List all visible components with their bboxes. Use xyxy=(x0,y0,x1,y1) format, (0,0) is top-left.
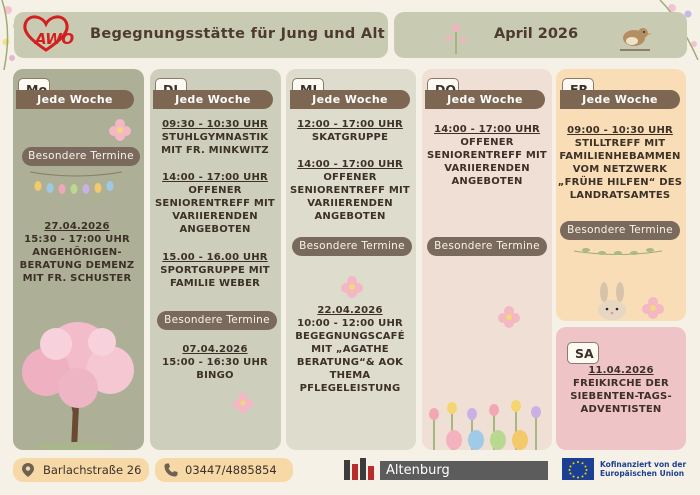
address-text: Barlachstraße 26 xyxy=(43,463,142,477)
special-dates-banner-tuesday: Besondere Termine xyxy=(157,311,277,330)
eu-cofinanced-text: Kofinanziert von der Europäischen Union xyxy=(600,460,687,478)
location-pin-icon xyxy=(22,463,34,477)
page-title: Begegnungsstätte für Jung und Alt xyxy=(90,26,385,42)
special-dates-banner-wednesday: Besondere Termine xyxy=(292,237,412,256)
special-dates-banner-monday: Besondere Termine xyxy=(22,147,140,166)
event-wednesday-2: 14:00 - 17:00 UHR OFFENER SENIORENTREFF MIT VARIIERENDEN ANGEBOTEN xyxy=(290,159,410,222)
event-tuesday-2: 14:00 - 17:00 UHR OFFENER SENIORENTREFF MIT VARIIERENDEN ANGEBOTEN xyxy=(155,172,275,235)
awo-logo-text: AWO xyxy=(35,30,74,48)
event-thursday-1: 14:00 - 17:00 UHR OFFENER SENIORENTREFF MIT VARIIERENDEN ANGEBOTEN xyxy=(427,124,547,187)
event-monday-1: 27.04.2026 15:30 - 17:00 UHR ANGEHÖRIGEN- BERATUNG DEMENZ MIT FR. SCHUSTER xyxy=(19,221,135,284)
weekly-banner-friday: Jede Woche xyxy=(560,90,680,109)
altenburg-emblem-icon xyxy=(344,458,378,482)
event-saturday-1: 11.04.2026 FREIKIRCHE DER SIEBENTEN-TAGS- ADVENTISTEN xyxy=(570,365,672,415)
phone-pill xyxy=(155,458,293,482)
phone-text: 03447/4885854 xyxy=(185,463,277,477)
event-tuesday-1: 09:30 - 10:30 UHR STUHLGYMNASTIK MIT FR. MINKWITZ xyxy=(161,119,269,156)
altenburg-text: Altenburg xyxy=(386,463,450,478)
weekly-banner-monday: Jede Woche xyxy=(16,90,134,109)
event-tuesday-4: 07.04.2026 15:00 - 16:30 UHR BINGO xyxy=(162,344,268,381)
month-label: April 2026 xyxy=(494,26,579,42)
event-wednesday-3: 22.04.2026 10:00 - 12:00 UHR BEGEGNUNGSCAFÉ MIT „AGATHE BERATUNG“& AOK THEMA PFLEGELEISTUNG xyxy=(295,305,405,394)
day-label-saturday: SA xyxy=(567,342,599,364)
weekly-banner-tuesday: Jede Woche xyxy=(153,90,273,109)
phone-icon xyxy=(164,463,178,477)
weekly-banner-wednesday: Jede Woche xyxy=(290,90,410,109)
event-friday-1: 09:00 - 10:30 UHR STILLTREFF MIT FAMILIENHEBAMMEN VOM NETZWERK „FRÜHE HILFEN“ DES LANDRATSAMTES xyxy=(557,125,683,201)
altenburg-logo xyxy=(344,458,548,482)
special-dates-banner-friday: Besondere Termine xyxy=(560,221,680,240)
address-pill xyxy=(13,458,149,482)
weekly-banner-thursday: Jede Woche xyxy=(425,90,545,109)
eu-flag-icon xyxy=(562,458,594,480)
event-wednesday-1: 12:00 - 17:00 UHR SKATGRUPPE xyxy=(297,119,403,143)
event-tuesday-3: 15.00 - 16.00 UHR SPORTGRUPPE MIT FAMILIE WEBER xyxy=(160,252,270,289)
special-dates-banner-thursday: Besondere Termine xyxy=(427,237,547,256)
